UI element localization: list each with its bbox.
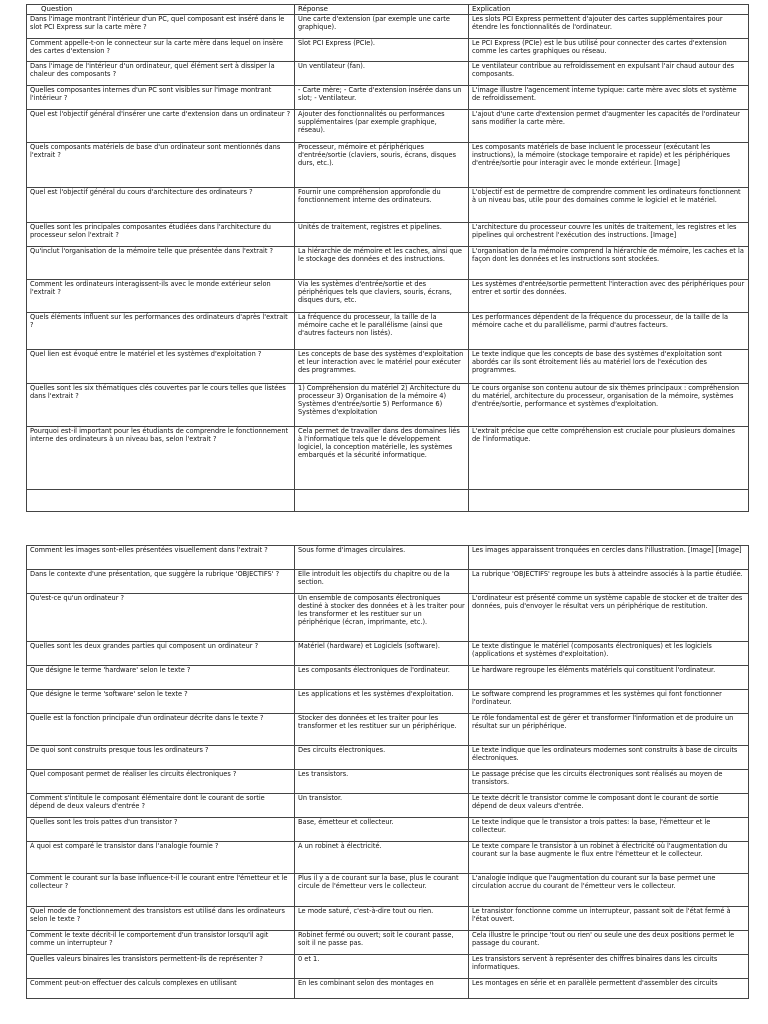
table-row	[27, 85, 749, 109]
explication-cell: Le texte compare le transistor à un robinet à électricité où l'augmentation du courant sur la base augmente le flux entre l'émetteur et le collecteur.	[469, 842, 749, 874]
reponse-cell: Sous forme d'images circulaires.	[295, 546, 469, 570]
reponse-cell: En les combinant selon des montages en	[295, 979, 469, 999]
empty-cell	[295, 489, 469, 511]
table-row	[27, 931, 749, 955]
explication-cell: Le transistor fonctionne comme un interrupteur, passant soit de l'état fermé à l'état ouvert.	[469, 907, 749, 931]
explication-cell: L'ordinateur est présenté comme un système capable de stocker et de traiter des données, puis d'envoyer le résultat vers un périphérique de restitution.	[469, 594, 749, 642]
reponse-cell: À un robinet à électricité.	[295, 842, 469, 874]
question-cell: De quoi sont construits presque tous les ordinateurs ?	[27, 746, 295, 770]
explication-cell: Cela illustre le principe 'tout ou rien' ou seule une des deux positions permet le passage du courant.	[469, 931, 749, 955]
qa-table-2	[26, 545, 749, 999]
reponse-cell: Un ventilateur (fan).	[295, 61, 469, 85]
explication-cell: Les systèmes d'entrée/sortie permettent l'interaction avec des périphériques pour entrer et sortir des données.	[469, 279, 749, 312]
question-cell: Quelle est la fonction principale d'un ordinateur décrite dans le texte ?	[27, 714, 295, 746]
reponse-cell: Cela permet de travailler dans des domaines liés à l'informatique tels que le développement logiciel, la conception matérielle, les systèmes embarqués et la sécurité informatique.	[295, 426, 469, 489]
table-row	[27, 187, 749, 222]
explication-cell: Les composants matériels de base incluent le processeur (exécutant les instructions), la mémoire (stockage temporaire et rapide) et les périphériques d'entrée/sortie pour interagir avec le monde extérieur. [Image]	[469, 142, 749, 187]
explication-cell: Le software comprend les programmes et les systèmes qui font fonctionner l'ordinateur.	[469, 690, 749, 714]
explication-cell: L'objectif est de permettre de comprendre comment les ordinateurs fonctionnent à un niveau bas, utile pour des domaines comme le logiciel et le matériel.	[469, 187, 749, 222]
table-row	[27, 794, 749, 818]
explication-cell: Les slots PCI Express permettent d'ajouter des cartes supplémentaires pour étendre les fonctionnalités de l'ordinateur.	[469, 14, 749, 38]
table-row	[27, 109, 749, 142]
question-cell: Quels composants matériels de base d'un ordinateur sont mentionnés dans l'extrait ?	[27, 142, 295, 187]
explication-cell: L'organisation de la mémoire comprend la hiérarchie de mémoire, les caches et la façon dont les données et les instructions sont stockées.	[469, 246, 749, 279]
explication-cell: Le texte décrit le transistor comme le composant dont le courant de sortie dépend de deux valeurs d'entrée.	[469, 794, 749, 818]
question-cell: Comment le courant sur la base influence-t-il le courant entre l'émetteur et le collecteur ?	[27, 874, 295, 907]
table-row	[27, 979, 749, 999]
reponse-cell: Le mode saturé, c'est-à-dire tout ou rien.	[295, 907, 469, 931]
table-row	[27, 666, 749, 690]
reponse-cell: Les concepts de base des systèmes d'exploitation et leur interaction avec le matériel pour exécuter des programmes.	[295, 349, 469, 383]
question-cell: Quel composant permet de réaliser les circuits électroniques ?	[27, 770, 295, 794]
reponse-cell: Stocker des données et les traiter pour les transformer et les restituer sur un périphérique.	[295, 714, 469, 746]
question-cell: Pourquoi est-il important pour les étudiants de comprendre le fonctionnement interne des ordinateurs à un niveau bas, selon l'extrait ?	[27, 426, 295, 489]
explication-cell: Le texte indique que le transistor a trois pattes: la base, l'émetteur et le collecteur.	[469, 818, 749, 842]
reponse-cell: Fournir une compréhension approfondie du fonctionnement interne des ordinateurs.	[295, 187, 469, 222]
explication-cell: Les images apparaissent tronquées en cercles dans l'illustration. [Image] [Image]	[469, 546, 749, 570]
explication-cell: La rubrique 'OBJECTIFS' regroupe les buts à atteindre associés à la partie étudiée.	[469, 570, 749, 594]
table-row	[27, 714, 749, 746]
reponse-cell: La fréquence du processeur, la taille de la mémoire cache et le parallélisme (ainsi que d'autres facteurs non listés).	[295, 312, 469, 349]
question-cell: Quelles sont les deux grandes parties qui composent un ordinateur ?	[27, 642, 295, 666]
reponse-cell: Plus il y a de courant sur la base, plus le courant circule de l'émetteur vers le collecteur.	[295, 874, 469, 907]
explication-cell: L'ajout d'une carte d'extension permet d'augmenter les capacités de l'ordinateur sans modifier la carte mère.	[469, 109, 749, 142]
table-row	[27, 38, 749, 61]
reponse-cell: 1) Compréhension du matériel 2) Architecture du processeur 3) Organisation de la mémoire 4) Systèmes d'entrée/sortie 5) Performance 6) Systèmes d'exploitation	[295, 383, 469, 426]
explication-cell: Le texte distingue le matériel (composants électroniques) et les logiciels (applications et systèmes d'exploitation).	[469, 642, 749, 666]
qa-table-1	[26, 4, 749, 512]
reponse-cell: Processeur, mémoire et périphériques d'entrée/sortie (claviers, souris, écrans, disques durs, etc.).	[295, 142, 469, 187]
table-row	[27, 426, 749, 489]
reponse-cell: Elle introduit les objectifs du chapitre ou de la section.	[295, 570, 469, 594]
explication-cell: Le rôle fondamental est de gérer et transformer l'information et de produire un résultat sur un périphérique.	[469, 714, 749, 746]
question-cell: Comment les images sont-elles présentées visuellement dans l'extrait ?	[27, 546, 295, 570]
reponse-cell: Des circuits électroniques.	[295, 746, 469, 770]
explication-cell: Les montages en série et en parallèle permettent d'assembler des circuits	[469, 979, 749, 999]
reponse-cell: Base, émetteur et collecteur.	[295, 818, 469, 842]
reponse-cell: Les transistors.	[295, 770, 469, 794]
table-row	[27, 383, 749, 426]
table-row	[27, 246, 749, 279]
question-cell: Dans l'image de l'intérieur d'un ordinateur, quel élément sert à dissiper la chaleur des composants ?	[27, 61, 295, 85]
reponse-cell: Les applications et les systèmes d'exploitation.	[295, 690, 469, 714]
question-cell: Que désigne le terme 'hardware' selon le texte ?	[27, 666, 295, 690]
reponse-cell: - Carte mère; - Carte d'extension insérée dans un slot; - Ventilateur.	[295, 85, 469, 109]
reponse-cell: Une carte d'extension (par exemple une carte graphique).	[295, 14, 469, 38]
question-cell: Quelles sont les principales composantes étudiées dans l'architecture du processeur selon l'extrait ?	[27, 222, 295, 246]
question-cell: Quelles composantes internes d'un PC sont visibles sur l'image montrant l'intérieur ?	[27, 85, 295, 109]
question-cell: À quoi est comparé le transistor dans l'analogie fournie ?	[27, 842, 295, 874]
explication-cell: L'analogie indique que l'augmentation du courant sur la base permet une circulation accrue du courant de l'émetteur vers le collecteur.	[469, 874, 749, 907]
table-row	[27, 907, 749, 931]
table-row	[27, 818, 749, 842]
table-row	[27, 642, 749, 666]
table-row	[27, 312, 749, 349]
explication-cell: Le texte indique que les concepts de base des systèmes d'exploitation sont abordés car ils sont étroitement liés au matériel lors de l'exécution des programmes.	[469, 349, 749, 383]
reponse-cell: Via les systèmes d'entrée/sortie et des périphériques tels que claviers, souris, écrans, disques durs, etc.	[295, 279, 469, 312]
explication-cell: L'extrait précise que cette compréhension est cruciale pour plusieurs domaines de l'informatique.	[469, 426, 749, 489]
reponse-cell: Un transistor.	[295, 794, 469, 818]
question-cell: Quel mode de fonctionnement des transistors est utilisé dans les ordinateurs selon le texte ?	[27, 907, 295, 931]
table-row	[27, 279, 749, 312]
reponse-cell: La hiérarchie de mémoire et les caches, ainsi que le stockage des données et des instructions.	[295, 246, 469, 279]
table-row	[27, 842, 749, 874]
table-row	[27, 570, 749, 594]
header-explication: Explication	[469, 5, 749, 15]
question-cell: Comment les ordinateurs interagissent-ils avec le monde extérieur selon l'extrait ?	[27, 279, 295, 312]
empty-cell	[27, 489, 295, 511]
table-row	[27, 690, 749, 714]
explication-cell: Le cours organise son contenu autour de six thèmes principaux : compréhension du matériel, architecture du processeur, organisation de la mémoire, systèmes d'entrée/sortie, performance et systèmes d'exploitation.	[469, 383, 749, 426]
question-cell: Qu'inclut l'organisation de la mémoire telle que présentée dans l'extrait ?	[27, 246, 295, 279]
table-row	[27, 594, 749, 642]
empty-row	[27, 489, 749, 511]
question-cell: Que désigne le terme 'software' selon le texte ?	[27, 690, 295, 714]
question-cell: Dans le contexte d'une présentation, que suggère la rubrique 'OBJECTIFS' ?	[27, 570, 295, 594]
question-cell: Quelles valeurs binaires les transistors permettent-ils de représenter ?	[27, 955, 295, 979]
explication-cell: Les performances dépendent de la fréquence du processeur, de la taille de la mémoire cache et du parallélisme, parmi d'autres facteurs.	[469, 312, 749, 349]
table-row	[27, 222, 749, 246]
table-row	[27, 546, 749, 570]
header-question: Question	[27, 5, 295, 15]
empty-cell	[469, 489, 749, 511]
reponse-cell: Robinet fermé ou ouvert; soit le courant passe, soit il ne passe pas.	[295, 931, 469, 955]
reponse-cell: Unités de traitement, registres et pipelines.	[295, 222, 469, 246]
explication-cell: Le texte indique que les ordinateurs modernes sont construits à base de circuits électroniques.	[469, 746, 749, 770]
question-cell: Comment appelle-t-on le connecteur sur la carte mère dans lequel on insère des cartes d'extension ?	[27, 38, 295, 61]
table-row	[27, 14, 749, 38]
reponse-cell: Matériel (hardware) et Logiciels (software).	[295, 642, 469, 666]
question-cell: Comment peut-on effectuer des calculs complexes en utilisant	[27, 979, 295, 999]
question-cell: Quel lien est évoqué entre le matériel et les systèmes d'exploitation ?	[27, 349, 295, 383]
table-row	[27, 955, 749, 979]
explication-cell: L'image illustre l'agencement interne typique: carte mère avec slots et système de refroidissement.	[469, 85, 749, 109]
table-row	[27, 61, 749, 85]
question-cell: Comment le texte décrit-il le comportement d'un transistor lorsqu'il agit comme un interrupteur ?	[27, 931, 295, 955]
question-cell: Comment s'intitule le composant élémentaire dont le courant de sortie dépend de deux valeurs d'entrée ?	[27, 794, 295, 818]
header-reponse: Réponse	[295, 5, 469, 15]
question-cell: Quel est l'objectif général d'insérer une carte d'extension dans un ordinateur ?	[27, 109, 295, 142]
table-row	[27, 874, 749, 907]
table-row	[27, 746, 749, 770]
question-cell: Quels éléments influent sur les performances des ordinateurs d'après l'extrait ?	[27, 312, 295, 349]
table-row	[27, 142, 749, 187]
table-row	[27, 770, 749, 794]
explication-cell: Le ventilateur contribue au refroidissement en expulsant l'air chaud autour des composants.	[469, 61, 749, 85]
explication-cell: Le hardware regroupe les éléments matériels qui constituent l'ordinateur.	[469, 666, 749, 690]
reponse-cell: Ajouter des fonctionnalités ou performances supplémentaires (par exemple graphique, réseau).	[295, 109, 469, 142]
question-cell: Qu'est-ce qu'un ordinateur ?	[27, 594, 295, 642]
reponse-cell: Slot PCI Express (PCIe).	[295, 38, 469, 61]
question-cell: Quelles sont les six thématiques clés couvertes par le cours telles que listées dans l'extrait ?	[27, 383, 295, 426]
explication-cell: Le passage précise que les circuits électroniques sont réalisés au moyen de transistors.	[469, 770, 749, 794]
reponse-cell: Un ensemble de composants électroniques destiné à stocker des données et à les traiter pour les transformer et les restituer sur un périphérique (écran, imprimante, etc.).	[295, 594, 469, 642]
question-cell: Quelles sont les trois pattes d'un transistor ?	[27, 818, 295, 842]
explication-cell: Les transistors servent à représenter des chiffres binaires dans les circuits informatiques.	[469, 955, 749, 979]
question-cell: Quel est l'objectif général du cours d'architecture des ordinateurs ?	[27, 187, 295, 222]
explication-cell: L'architecture du processeur couvre les unités de traitement, les registres et les pipelines qui orchestrent l'exécution des instructions. [Image]	[469, 222, 749, 246]
explication-cell: Le PCI Express (PCIe) est le bus utilisé pour connecter des cartes d'extension comme les cartes graphiques ou réseau.	[469, 38, 749, 61]
reponse-cell: 0 et 1.	[295, 955, 469, 979]
table-header-row	[27, 5, 749, 15]
question-cell: Dans l'image montrant l'intérieur d'un PC, quel composant est inséré dans le slot PCI Express sur la carte mère ?	[27, 14, 295, 38]
reponse-cell: Les composants électroniques de l'ordinateur.	[295, 666, 469, 690]
table-row	[27, 349, 749, 383]
